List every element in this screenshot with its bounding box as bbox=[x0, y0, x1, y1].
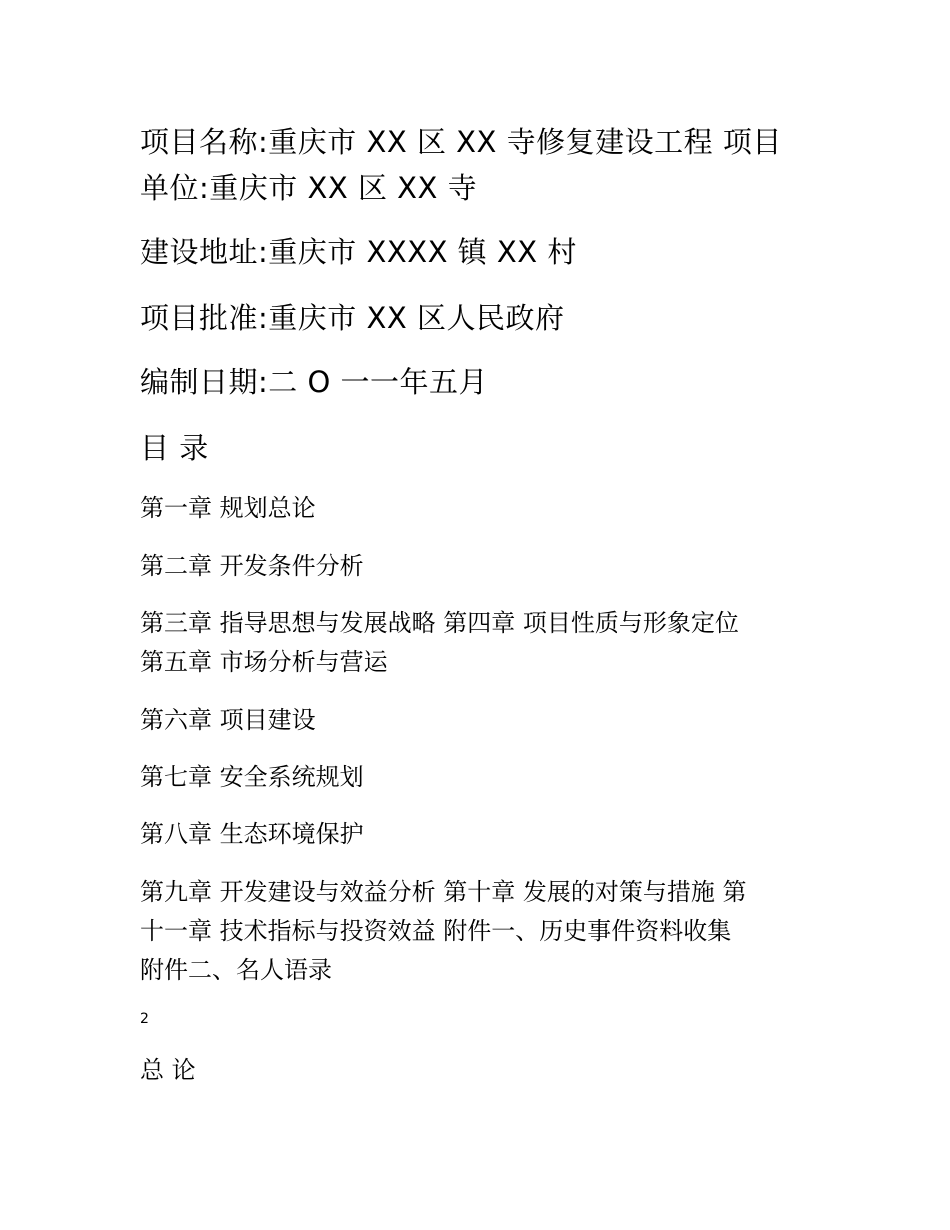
page-number: 2 bbox=[140, 1011, 149, 1027]
toc-heading: 目 录 bbox=[140, 431, 209, 465]
toc-entry-chapter-3-4: 第三章 指导思想与发展战略 第四章 项目性质与形象定位 bbox=[140, 609, 739, 637]
toc-entry-chapter-7: 第七章 安全系统规划 bbox=[140, 763, 364, 791]
toc-entry-chapter-11: 十一章 技术指标与投资效益 附件一、历史事件资料收集 bbox=[140, 917, 732, 945]
compile-date-line: 编制日期:二 O 一一年五月 bbox=[140, 365, 489, 399]
toc-entry-chapter-6: 第六章 项目建设 bbox=[140, 706, 316, 734]
section-heading: 总 论 bbox=[140, 1056, 196, 1084]
toc-entry-chapter-8: 第八章 生态环境保护 bbox=[140, 820, 364, 848]
toc-entry-chapter-9-10: 第九章 开发建设与效益分析 第十章 发展的对策与措施 第 bbox=[140, 878, 747, 906]
toc-entry-chapter-1: 第一章 规划总论 bbox=[140, 494, 316, 522]
project-unit-line: 单位:重庆市 XX 区 XX 寺 bbox=[140, 171, 478, 205]
toc-entry-appendix-2: 附件二、名人语录 bbox=[140, 956, 332, 984]
project-approval-line: 项目批准:重庆市 XX 区人民政府 bbox=[140, 301, 565, 335]
toc-entry-chapter-5: 第五章 市场分析与营运 bbox=[140, 648, 388, 676]
construction-address-line: 建设地址:重庆市 XXXX 镇 XX 村 bbox=[140, 235, 577, 269]
toc-entry-chapter-2: 第二章 开发条件分析 bbox=[140, 552, 364, 580]
project-name-line: 项目名称:重庆市 XX 区 XX 寺修复建设工程 项目 bbox=[140, 125, 782, 159]
